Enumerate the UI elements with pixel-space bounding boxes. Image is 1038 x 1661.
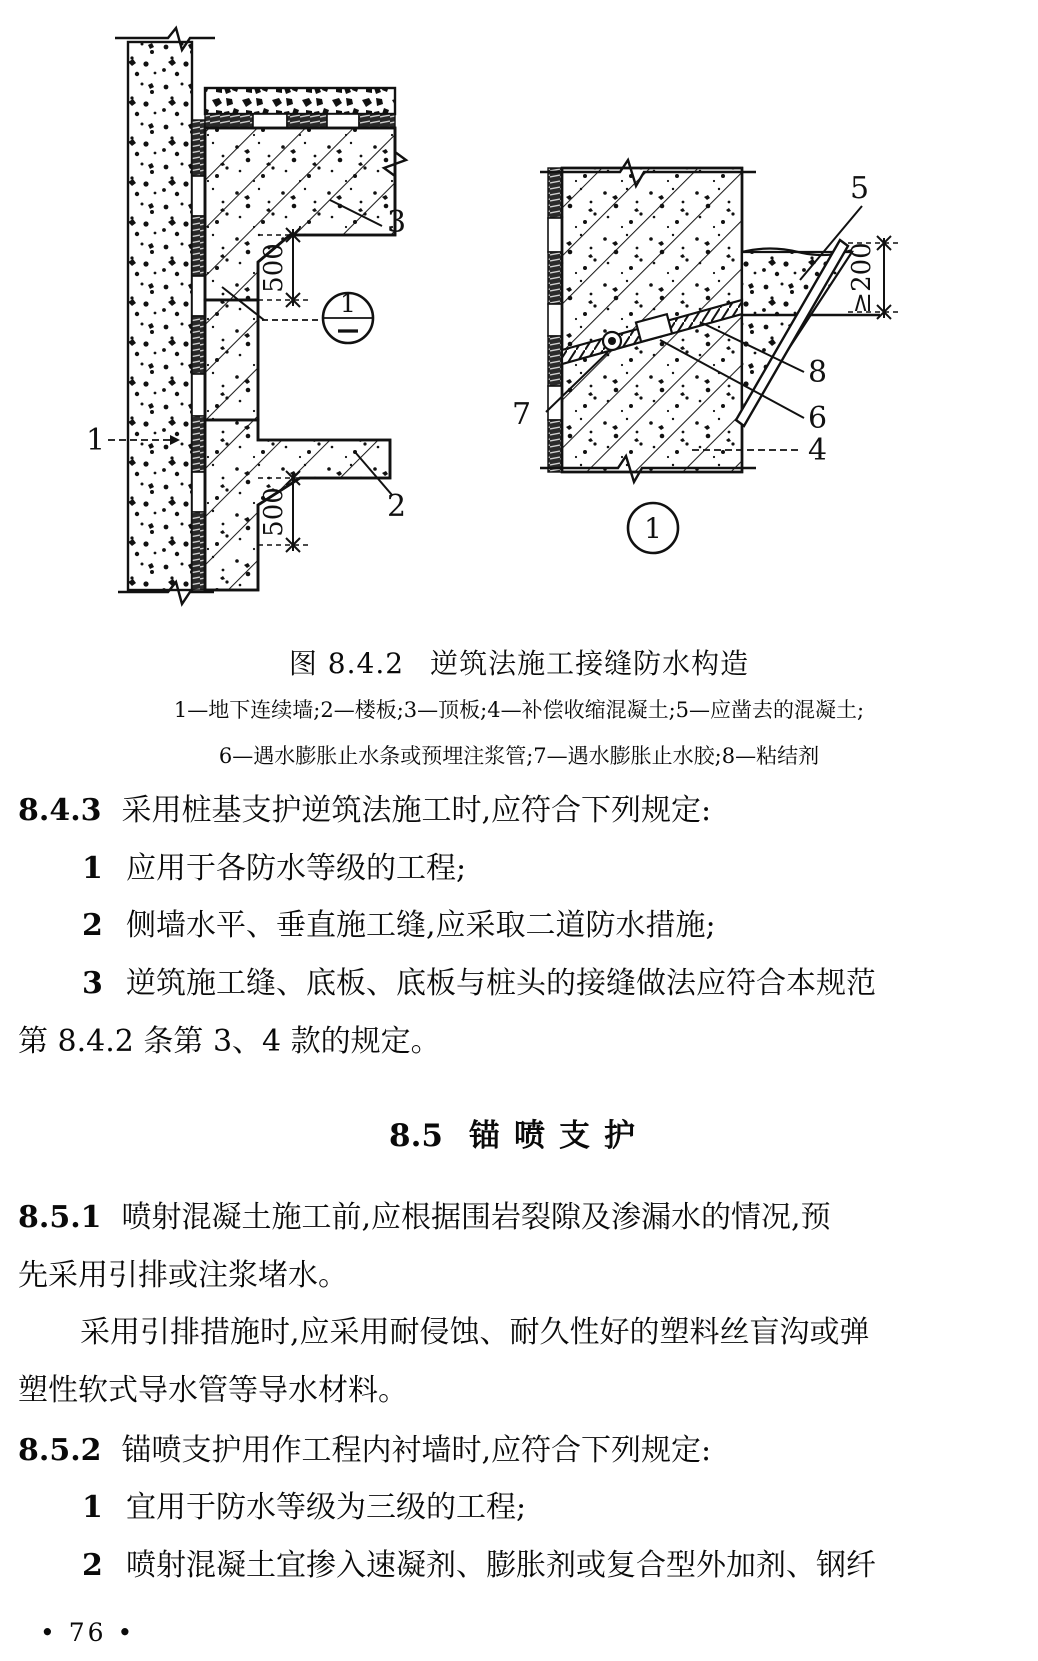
figure-caption bbox=[0, 642, 1038, 682]
mid-wall-hatch bbox=[205, 300, 258, 420]
callout-label-3: 3 bbox=[387, 205, 407, 240]
page-number-footer: • 76 • bbox=[40, 1618, 136, 1647]
detail-marker-right bbox=[628, 503, 678, 553]
top-slab-hatch bbox=[205, 128, 395, 300]
callout-label-8: 8 bbox=[808, 355, 828, 390]
floor-slab-hatch bbox=[205, 420, 390, 590]
clause-8-5-1-paragraph-2-continuation: 塑性软式导水管等导水材料。 bbox=[18, 1372, 408, 1408]
membrane-band-under-top bbox=[205, 114, 395, 128]
clause-8-5-2-item-2 bbox=[18, 1543, 1020, 1589]
callout-label-6: 6 bbox=[808, 401, 828, 436]
clause-8-5-2-item-1 bbox=[18, 1485, 1020, 1531]
figure-technical-drawing bbox=[0, 0, 1038, 620]
clause-8-4-3-item-3-number: 3 bbox=[82, 966, 103, 1001]
clause-8-5-1-paragraph-2: 采用引排措施时,应采用耐侵蚀、耐久性好的塑料丝盲沟或弹 bbox=[80, 1315, 870, 1351]
gravel-course-top bbox=[205, 88, 395, 114]
clause-8-5-1-text: 喷射混凝土施工前,应根据围岩裂隙及渗漏水的情况,预 bbox=[121, 1200, 831, 1236]
section-heading-8-5 bbox=[18, 1110, 1020, 1155]
clause-8-5-2-item-2-number: 2 bbox=[82, 1547, 103, 1583]
grout-pipe-symbol bbox=[603, 332, 621, 350]
callout-label-4: 4 bbox=[808, 433, 828, 468]
clause-8-4-3-item-2-number: 2 bbox=[82, 908, 103, 944]
callout-label-7: 7 bbox=[512, 397, 532, 432]
clause-8-4-3-item-1-number: 1 bbox=[82, 850, 103, 886]
callout-label-2: 2 bbox=[387, 489, 407, 524]
clause-8-5-2-item-1-text: 宜用于防水等级为三级的工程; bbox=[126, 1490, 527, 1526]
right-section-detail bbox=[512, 160, 898, 553]
clause-8-4-3-item-3 bbox=[18, 961, 1020, 1007]
clause-8-5-2-item-1-number: 1 bbox=[82, 1490, 103, 1526]
figure-caption-title: 逆筑法施工接缝防水构造 bbox=[430, 647, 750, 680]
clause-8-5-1 bbox=[18, 1195, 1020, 1241]
dimension-min-200 bbox=[847, 236, 898, 319]
waterproof-membrane-left bbox=[192, 120, 205, 590]
clause-8-5-2-number: 8.5.2 bbox=[18, 1432, 102, 1468]
figure-legend-line-1: 1—地下连续墙;2—楼板;3—顶板;4—补偿收缩混凝土;5—应凿去的混凝土; bbox=[173, 698, 865, 722]
waterproof-membrane-right bbox=[548, 168, 562, 472]
clause-8-4-3-item-2 bbox=[18, 903, 1020, 949]
clause-8-4-3-item-1-text: 应用于各防水等级的工程; bbox=[126, 850, 467, 886]
clause-8-5-1-number: 8.5.1 bbox=[18, 1200, 102, 1236]
callout-label-5: 5 bbox=[850, 171, 870, 206]
clause-8-5-2-text: 锚喷支护用作工程内衬墙时,应符合下列规定: bbox=[121, 1432, 712, 1468]
detail-marker-left-number: 1 bbox=[340, 289, 356, 318]
clause-8-4-3-item-3-continuation: 第 8.4.2 条第 3、4 款的规定。 bbox=[18, 1023, 441, 1059]
clause-8-5-2 bbox=[18, 1428, 1020, 1474]
dimension-upper-500-label: 500 bbox=[259, 243, 289, 293]
left-section-detail bbox=[86, 28, 406, 604]
figure-caption-label: 图 8.4.2 bbox=[288, 647, 405, 680]
dimension-min-200-label: ≥200 bbox=[847, 242, 877, 314]
clause-8-4-3-number: 8.4.3 bbox=[18, 793, 102, 829]
diaphragm-wall-body bbox=[128, 42, 192, 590]
construction-detail-drawing bbox=[0, 0, 1038, 620]
clause-8-5-2-item-2-text: 喷射混凝土宜掺入速凝剂、膨胀剂或复合型外加剂、钢纤 bbox=[126, 1547, 876, 1583]
clause-8-5-1-continuation: 先采用引排或注浆堵水。 bbox=[18, 1257, 348, 1293]
callout-label-1: 1 bbox=[86, 423, 106, 458]
figure-legend-line-2: 6—遇水膨胀止水条或预埋注浆管;7—遇水膨胀止水胶;8—粘结剂 bbox=[218, 744, 820, 769]
document-text-body bbox=[0, 620, 1038, 1588]
section-heading-8-5-title: 锚喷支护 bbox=[468, 1118, 649, 1155]
clause-8-4-3-item-2-text: 侧墙水平、垂直施工缝,应采取二道防水措施; bbox=[126, 908, 716, 944]
clause-8-4-3 bbox=[18, 788, 1020, 834]
clause-8-4-3-text: 采用桩基支护逆筑法施工时,应符合下列规定: bbox=[121, 793, 712, 829]
dimension-lower-500-label: 500 bbox=[259, 487, 289, 537]
section-heading-8-5-number: 8.5 bbox=[389, 1118, 443, 1155]
detail-marker-right-number: 1 bbox=[644, 512, 662, 545]
clause-8-4-3-item-1 bbox=[18, 846, 1020, 892]
clause-8-4-3-item-3-text: 逆筑施工缝、底板、底板与桩头的接缝做法应符合本规范 bbox=[126, 966, 876, 1001]
